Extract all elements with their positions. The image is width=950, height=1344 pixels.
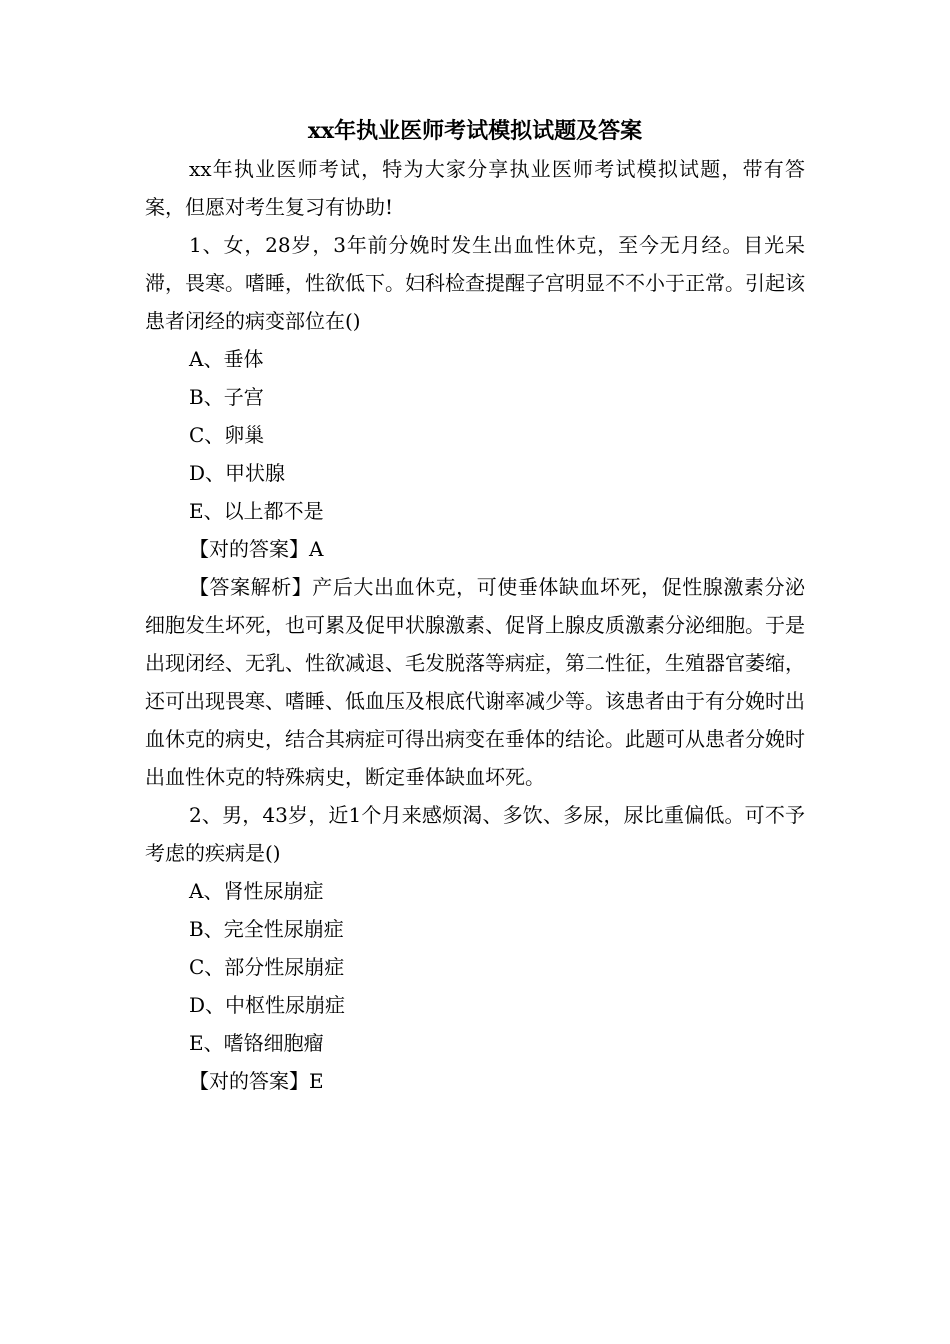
question-2-option-e: E、嗜铬细胞瘤 xyxy=(189,1031,324,1055)
question-1-option-e: E、以上都不是 xyxy=(189,499,324,523)
question-1-option-d: D、甲状腺 xyxy=(189,461,286,485)
question-1-option-a: A、垂体 xyxy=(189,347,264,371)
document-page xyxy=(145,112,805,1100)
question-1-option-b: B、子宫 xyxy=(189,385,264,409)
question-2-option-b: B、完全性尿崩症 xyxy=(189,917,344,941)
intro-paragraph: xx年执业医师考试，特为大家分享执业医师考试模拟试题，带有答案，但愿对考生复习有协助! xyxy=(145,157,805,219)
document-title: xx年执业医师考试模拟试题及答案 xyxy=(307,118,643,144)
question-1-stem: 1、女，28岁，3年前分娩时发生出血性休克，至今无月经。目光呆滞，畏寒。嗜睡，性欲低下。妇科检查提醒子宫明显不不小于正常。引起该患者闭经的病变部位在() xyxy=(145,233,805,333)
question-2-stem: 2、男，43岁，近1个月来感烦渴、多饮、多尿，尿比重偏低。可不予考虑的疾病是() xyxy=(145,803,805,865)
question-2-option-d: D、中枢性尿崩症 xyxy=(189,993,346,1017)
question-2-answer: 【对的答案】E xyxy=(189,1069,324,1093)
question-1-answer: 【对的答案】A xyxy=(189,537,324,561)
question-1-analysis: 【答案解析】产后大出血休克，可使垂体缺血坏死，促性腺激素分泌细胞发生坏死，也可累及促甲状腺激素、促肾上腺皮质激素分泌细胞。于是出现闭经、无乳、性欲减退、毛发脱落等病症，第二性征，生殖器官萎缩，还可出现畏寒、嗜睡、低血压及根底代谢率减少等。该患者由于有分娩时出血休克的病史，结合其病症可得出病变在垂体的结论。此题可从患者分娩时出血性休克的特殊病史，断定垂体缺血坏死。 xyxy=(145,575,805,789)
question-1-option-c: C、卵巢 xyxy=(189,423,265,447)
question-2-option-a: A、肾性尿崩症 xyxy=(189,879,324,903)
question-2-option-c: C、部分性尿崩症 xyxy=(189,955,345,979)
